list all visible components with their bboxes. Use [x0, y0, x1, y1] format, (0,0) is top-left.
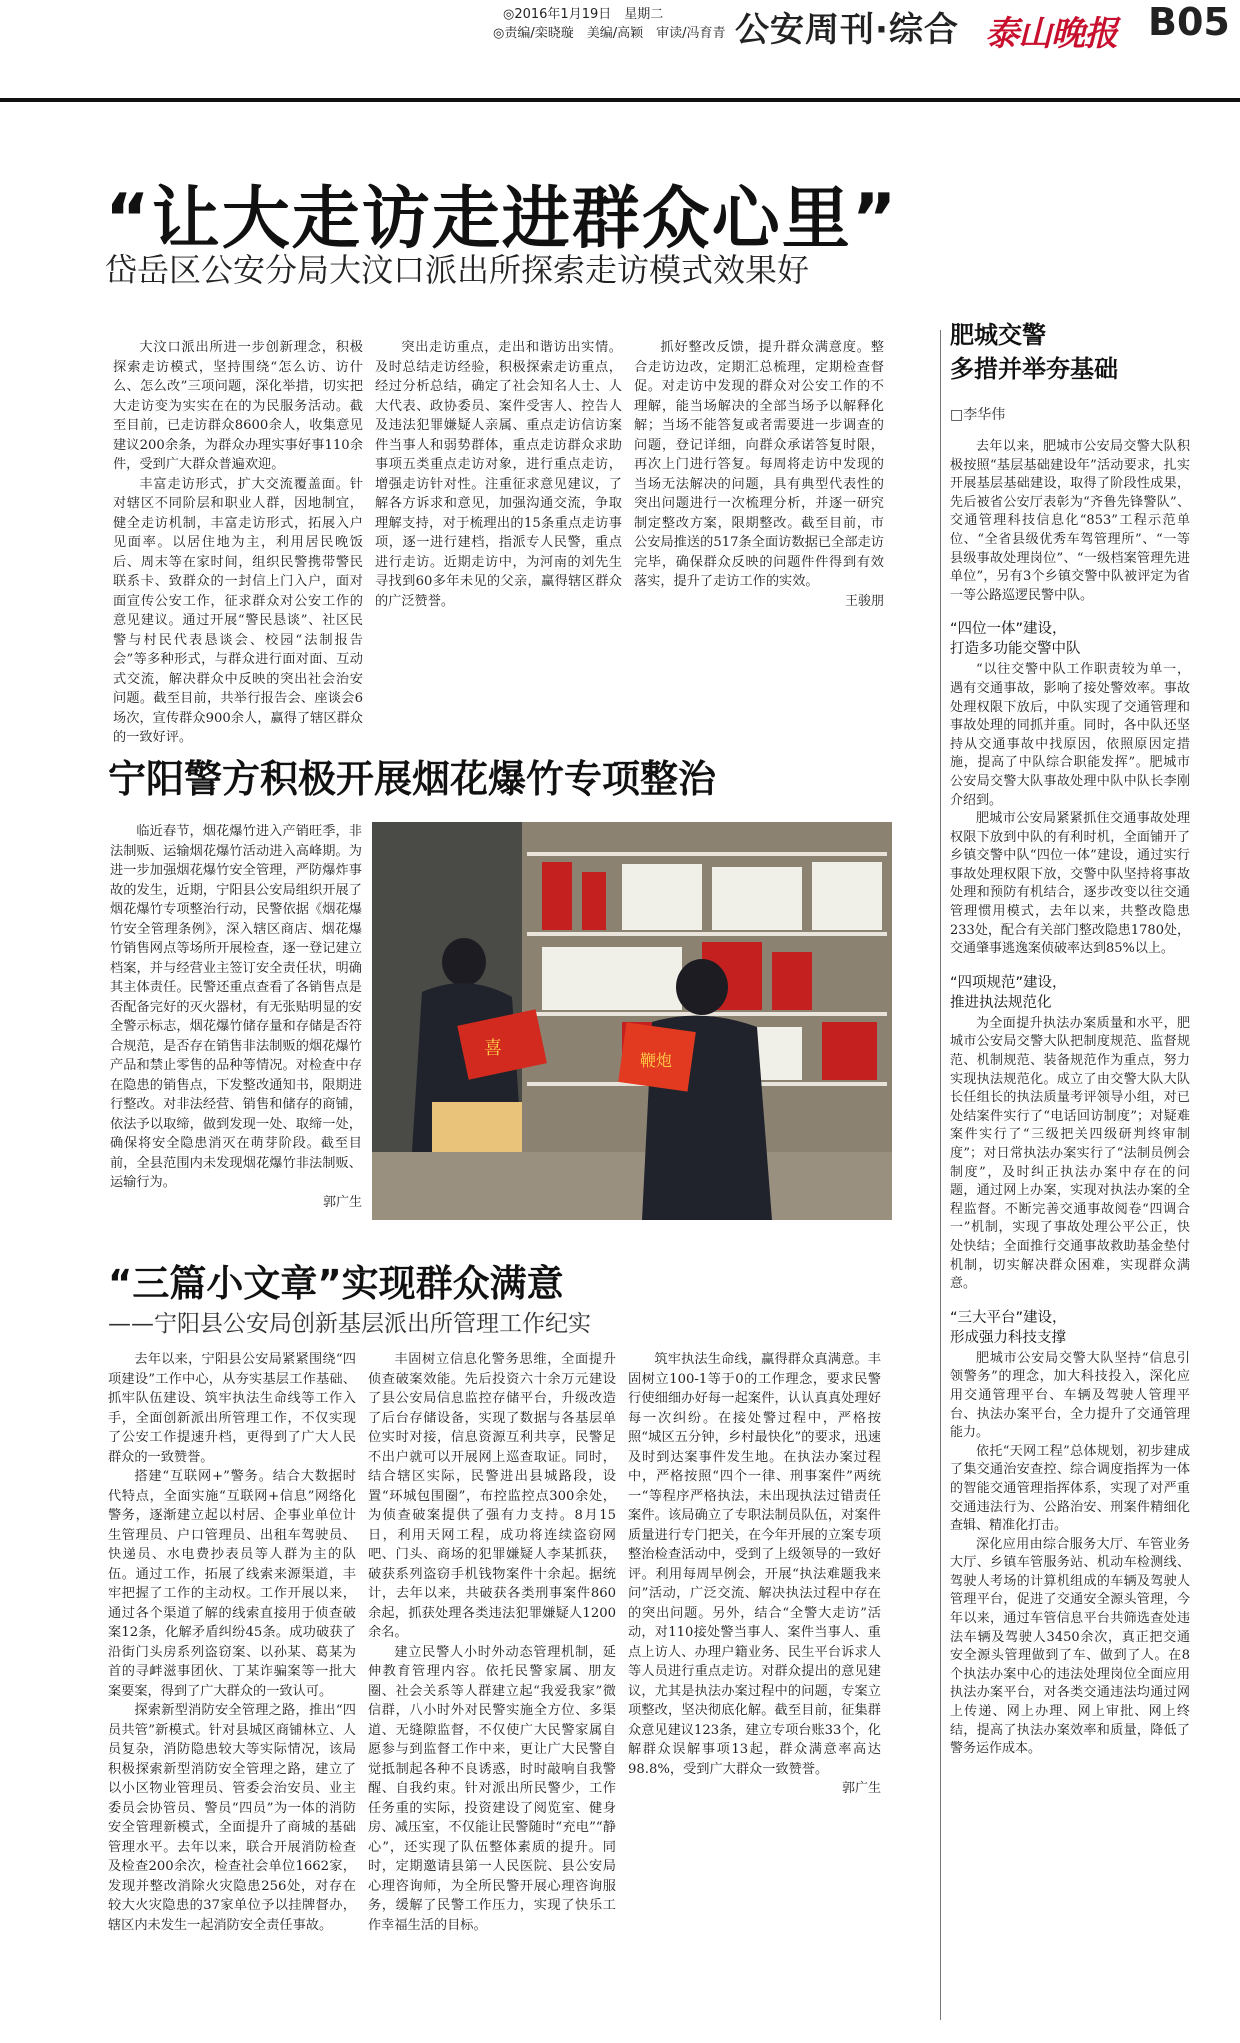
three-paragraph: 去年以来，宁阳县公安局紧紧围绕“四项建设”工作中心，从夯实基层工作基础、抓牢队伍建设、筑牢执法生命线等工作入手，全面创新派出所管理工作，不仅实现了公安工作提速升档，更得到了广大人民群众的一致赞誉。 — [108, 1352, 356, 1465]
sidebar-section-head-1: “三大平台”建设， — [950, 1309, 1067, 1326]
main-headline: “让大走访走进群众心里” — [105, 180, 899, 259]
sidebar-divider — [940, 330, 941, 2020]
fireworks-paragraph: 临近春节，烟花爆竹进入产销旺季，非法制贩、运输烟花爆竹活动进入高峰期。为进一步加强烟花爆竹安全管理，严防爆炸事故的发生，近期，宁阳县公安局组织开展了烟花爆竹专项整治行动，民警依据《烟花爆竹安全管理条例》，深入辖区商店、烟花爆竹销售网点等场所开展检查，逐一登记建立档案，并与经营业主签订安全责任状，明确其主体责任。民警还重点查看了各销售点是否配备完好的灭火器材，有无张贴明显的安全警示标志，烟花爆竹储存量和存储是否符合规范，是否存在销售非法制贩的烟花爆竹产品和禁止零售的品种等情况。对检查中存在隐患的销售点，下发整改通知书，限期进行整改。对非法经营、销售和储存的商铺，依法予以取缔，做到发现一处、取缔一处，确保将安全隐患消灭在萌芽阶段。截至目前，全县范围内未发现烟花爆竹非法制贩、运输行为。 — [110, 824, 362, 1190]
three-paragraph: 建立民警人小时外动态管理机制，延伸教育管理内容。依托民警家属、朋友圈、社会关系等人群建立起“我爱我家”微信群，八小时外对民警实施全方位、多渠道、无缝隙监督，不仅使广大民警家属自愿参与到监督工作中来，更让广大民警自觉抵制起各种不良诱惑，时时敲响自我警醒、自我约束。针对派出所民警少，工作任务重的实际，投资建设了阅览室、健身房、减压室，不仅能让民警随时“充电”“静心”，还实现了队伍整体素质的提升。同时，定期邀请县第一人民医院、县公安局心理咨询师，为全所民警开展心理咨询服务，缓解了民警工作压力，实现了快乐工作幸福生活的目标。 — [368, 1644, 616, 1933]
three-article-col-2 — [368, 1350, 616, 2012]
sidebar-title-line-2: 多措并举夯基础 — [950, 355, 1118, 383]
sidebar-section-body — [950, 1015, 1190, 1294]
three-article-headline: “三篇小文章”实现群众满意 — [108, 1262, 564, 1305]
main-article-col-1 — [113, 338, 363, 745]
sidebar-section-body — [950, 661, 1190, 959]
fireworks-author: 郭广生 — [322, 1194, 362, 1210]
main-paragraph: 大汶口派出所进一步创新理念，积极探索走访模式，坚持围绕“怎么访、访什么、怎么改”三项问题，深化举措，切实把大走访变为实实在在的为民服务活动。截至目前，已走访群众8600余人，收集意见建议200余条，为群众办理实事好事110余件，受到广大群众普遍欢迎。 — [113, 340, 363, 472]
three-paragraph: 探索新型消防安全管理之路，推出“四员共管”新模式。针对县城区商铺林立、人员复杂，消防隐患较大等实际情况，该局积极探索新型消防安全管理之路，建立了以小区物业管理员、管委会治安员、业主委员会协管员、警员“四员”为一体的消防安全管理新模式，全面提升了商城的基础管理水平。去年以来，联合开展消防检查及检查200余次，检查社会单位1662家，发现并整改消除火灾隐患256处，对存在较大火灾隐患的37家单位予以挂牌督办，辖区内未发生一起消防安全责任事故。 — [108, 1703, 356, 1933]
sidebar-section-head-1: “四位一体”建设， — [950, 621, 1067, 638]
three-author: 郭广生 — [841, 1781, 881, 1796]
three-paragraph: 搭建“互联网+”警务。结合大数据时代特点，全面实施“互联网+信息”网络化警务，逐渐建立起以村居、企事业单位计生管理员、户口管理员、出租车驾驶员、快递员、水电费抄表员等人群为主的队伍。通过工作，拓展了线索来源渠道，丰牢把握了工作的主动权。工作开展以来，通过各个渠道了解的线索直接用于侦查破案12条，化解矛盾纠纷45条。成功破获了沿街门头房系列盗窃案、以孙某、葛某为首的寻衅滋事团伙、丁某诈骗案等一批大案要案，得到了广大群众的一致认可。 — [108, 1469, 356, 1699]
main-paragraph: 丰富走访形式，扩大交流覆盖面。针对辖区不同阶层和职业人群，因地制宜，健全走访机制，丰富走访形式，拓展入户见面率。以居住地为主，利用居民晚饭后、周末等在家时间，组织民警携带警民联系卡、致群众的一封信上门入户，面对面宣传公安工作，征求群众对公安工作的意见建议。通过开展“警民恳谈”、社区民警与村民代表恳谈会、校园“法制报告会”等多种形式，与群众进行面对面、互动式交流，解决群众中反映的突出社会治安问题。截至目前，共举行报告会、座谈会6场次，宣传群众900余人，赢得了辖区群众的一致好评。 — [113, 476, 363, 745]
date-line: ◎2016年1月19日 星期二 — [503, 7, 664, 22]
newspaper-logo: 泰山晚报 — [985, 14, 1117, 54]
main-paragraph: 抓好整改反馈，提升群众满意度。整合走访边改，定期汇总梳理，定期检查督促。对走访中发现的群众对公安工作的不理解，能当场解决的全部当场予以解释化解；当场不能答复或者需要进一步调查的问题，登记详细，向群众承诺答复时限，再次上门进行答复。每周将走访中发现的当场无法解决的问题，具有典型代表性的突出问题进行一次梳理分析，并逐一研究制定整改方案，限期整改。截至目前，市公安局推送的517条全面访数据已全部走访完毕，确保群众反映的问题件件得到有效落实，提升了走访工作的实效。 — [634, 340, 884, 589]
sidebar-section-head-1: “四项规范”建设， — [950, 974, 1067, 991]
three-article-col-1 — [108, 1350, 356, 2012]
sidebar-section-head — [950, 973, 1190, 1013]
fireworks-inspection-photo — [372, 822, 892, 1220]
sidebar-intro-paragraph: 去年以来，肥城市公安局交警大队积极按照“基层基础建设年”活动要求，扎实开展基层基础建设，取得了阶段性成果，先后被省公安厅表彰为“齐鲁先锋警队”、交通管理科技信息化“853”工程示范单位、“全省县级优秀车驾管理所”、“一等县级事故处理岗位”、“一级档案管理先进单位”，另有3个乡镇交警中队被评定为省一等公路巡逻民警中队。 — [950, 439, 1190, 603]
main-article-col-2 — [375, 338, 622, 720]
three-article-col-3 — [628, 1350, 881, 2012]
fireworks-article-body — [110, 822, 362, 1222]
sidebar-section-head-2: 推进执法规范化 — [950, 994, 1052, 1011]
page-number: B05 — [1148, 0, 1230, 44]
sidebar-section-head — [950, 619, 1190, 659]
sidebar-intro — [950, 438, 1190, 605]
staff-line: ◎责编/栾晓璇 美编/高颖 审读/冯育青 — [493, 26, 726, 41]
sidebar-title-line-1: 肥城交警 — [950, 321, 1046, 349]
section-title: 公安周刊·综合 — [735, 10, 959, 50]
sidebar-paragraph: “以往交警中队工作职责较为单一，遇有交通事故，影响了接处警效率。事故处理权限下放后，中队实现了交通管理和事故处理的同抓并重。同时，各中队还坚持从交通事故中找原因，依照原因定措施，提高了中队综合职能发挥”。肥城市公安局交警大队事故处理中队中队长李刚介绍到。 — [950, 662, 1190, 808]
sidebar-paragraph: 肥城市公安局交警大队坚持“信息引领警务”的理念，加大科技投入，深化应用交通管理平台、车辆及驾驶人管理平台、执法办案平台，全力提升了交通管理能力。 — [950, 1350, 1190, 1441]
three-article-subheadline: ——宁阳县公安局创新基层派出所管理工作纪实 — [108, 1311, 591, 1337]
sidebar-paragraph: 深化应用由综合服务大厅、车管业务大厅、乡镇车管服务站、机动车检测线、驾驶人考场的计算机组成的车辆及驾驶人管理平台，促进了交通安全源头管理，今年以来，通过车管信息平台共筛选查处违法车辆及驾驶人3450余次，真正把交通安全源头管理做到了车、做到了人。在8个执法办案中心的违法处理岗位全面应用执法办案平台，对各类交通违法均通过网上传递、网上办理、网上审批、网上终结，提高了执法办案效率和质量，降低了警务运作成本。 — [950, 1536, 1190, 1757]
three-paragraph: 丰固树立信息化警务思维，全面提升侦查破案效能。先后投资六十余万元建设了县公安局信息监控存储平台，升级改造了后台存储设备，实现了数据与各基层单位实时对接，信息资源互利共享，民警足不出户就可以开展网上巡查取证。同时，结合辖区实际，民警进出县城路段，设置“环城包围圈”，布控监控点300余处，为侦查破案提供了强有力支持。8月15日，利用天网工程，成功将连续盗窃网吧、门头、商场的犯罪嫌疑人李某抓获，破获系列盗窃手机钱物案件十余起。据统计，去年以来，共破获各类刑事案件860余起，抓获处理各类违法犯罪嫌疑人1200余名。 — [368, 1352, 616, 1640]
fireworks-headline: 宁阳警方积极开展烟花爆竹专项整治 — [108, 757, 717, 801]
sidebar-article — [950, 318, 1190, 1820]
sidebar-paragraph: 肥城市公安局紧紧抓住交通事故处理权限下放到中队的有利时机，全面铺开了乡镇交警中队“四位一体”建设，通过实行事故处理权限下放，交警中队坚持将事故处理和预防有机结合，逐步改变以往交通管理惯用模式，去年以来，共整改隐患233处，配合有关部门整改隐患1780处，交通肇事逃逸案侦破率达到85%以上。 — [950, 811, 1190, 957]
sidebar-section-body — [950, 1350, 1190, 1820]
box-sign: 喜 — [484, 1038, 502, 1059]
main-subheadline: 岱岳区公安分局大汶口派出所探索走访模式效果好 — [105, 251, 810, 289]
main-article-col-3 — [634, 338, 884, 720]
sidebar-section-head-2: 形成强力科技支撑 — [950, 1329, 1066, 1346]
sidebar-section-head-2: 打造多功能交警中队 — [950, 641, 1081, 658]
box-label: 鞭炮 — [640, 1051, 673, 1070]
main-author: 王骏朋 — [844, 593, 884, 609]
sidebar-author: □李华伟 — [950, 407, 1006, 423]
sidebar-section-head — [950, 1308, 1190, 1348]
three-paragraph: 筑牢执法生命线，赢得群众真满意。丰固树立100-1等于0的工作理念，要求民警行使细细办好每一起案件，认认真真处理好每一次纠纷。在接处警过程中，严格按照“城区五分钟，乡村最快化”的要求，迅速及时到达案事件发生地。在执法办案过程中，严格按照“四个一律、刑事案件”两统一“等程序严格执法，未出现执法过错责任案件。该局确立了专职法制员队伍，对案件质量进行专门把关，在今年开展的立案专项整治检查活动中，受到了上级领导的一致好评。利用每周早例会，开展“执法难题我来问”活动，广泛交流、解决执法过程中存在的突出问题。另外，结合“全警大走访”活动，对110接处警当事人、案件当事人、重点上访人、办理户籍业务、民生平台诉求人等人员进行重点走访。对群众提出的意见建议，尤其是执法办案过程中的问题，专案立项整改，坚决彻底化解。截至目前，征集群众意见建议123条，建立专项台账33个，化解群众误解事项13起，群众满意率高达98.8%，受到广大群众一致赞誉。 — [628, 1352, 881, 1777]
top-rule — [0, 98, 1240, 102]
main-paragraph: 突出走访重点，走出和谐访出实情。及时总结走访经验，积极探索走访重点，经过分析总结，确定了社会知名人士、人大代表、政协委员、案件受害人、控告人及违法犯罪嫌疑人亲属、重点走访信访案件当事人和弱势群体，重点走访群众求助事项五类重点走访对象，进行重点走访，增强走访针对性。注重征求意见建议，了解各方诉求和意见，加强沟通交流，争取理解支持，对于梳理出的15条重点走访事项，逐一进行建档，指派专人民警，重点进行走访。近期走访中，为河南的刘先生寻找到60多年未见的父亲，赢得辖区群众的广泛赞誉。 — [375, 340, 622, 609]
sidebar-paragraph: 为全面提升执法办案质量和水平，肥城市公安局交警大队把制度规范、监督规范、机制规范、装备规范作为重点，努力实现执法规范化。成立了由交警大队大队长任组长的执法质量考评领导小组，对已处结案件实行了“电话回访制度”；对疑难案件实行了“三级把关四级研判终审制度”；对日常执法办案实行了“法制员例会制度”，及时纠正执法办案中存在的问题，通过网上办案，实现对执法办案的全程监督。不断完善交通事故阅卷“四调合一”机制，实现了事故处理公平公正，快处快结；全面推行交通事故救助基金垫付机制，切实解决群众困难，实现群众满意。 — [950, 1015, 1190, 1292]
sidebar-paragraph: 依托“天网工程”总体规划，初步建成了集交通治安查控、综合调度指挥为一体的智能交通管理指挥体系，实现了对严重交通违法行为、公路治安、刑案件精细化查辑、精准化打击。 — [950, 1443, 1190, 1534]
